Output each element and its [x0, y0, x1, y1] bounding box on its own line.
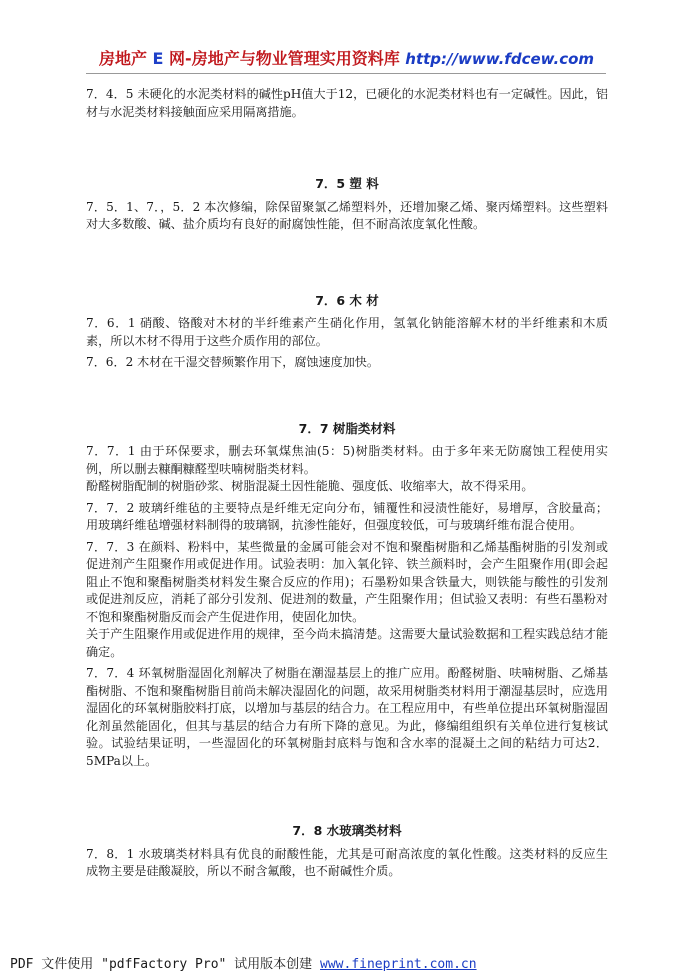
- section-heading: 7．6 木 材: [315, 292, 379, 308]
- brand-title: 网-房地产与物业管理实用资料库: [169, 49, 400, 68]
- brand-e-letter: E: [152, 49, 164, 68]
- section-heading: 7．7 树脂类材料: [298, 420, 396, 436]
- section-heading: 7．5 塑 料: [315, 176, 379, 191]
- section: [86, 175, 608, 234]
- paragraph: 7．6．2 木材在干湿交替频繁作用下，腐蚀速度加快。: [86, 355, 379, 369]
- paragraph: 7．7．2 玻璃纤维毡的主要特点是纤维无定向分布，铺覆性和浸渍性能好，易增厚，含胶量高；用玻璃纤维毡增强材料制得的玻璃钢，抗渗性能好，但强度较低，可与玻璃纤维布混合使用。: [86, 500, 608, 532]
- section-heading: 7．8 水玻璃类材料: [292, 823, 402, 838]
- paragraph: 7．7．4 环氧树脂湿固化剂解决了树脂在潮湿基层上的推广应用。酚醛树脂、呋喃树脂、乙烯基酯树脂、不饱和聚酯树脂目前尚未解决湿固化的问题，故采用树脂类材料用于潮湿基层时，应选用湿固化的环氧树脂胶料打底，以增加与基层的结合力。在工程应用中，有些单位提出环氧树脂湿固化剂虽然能固化，但其与基层的结合力有所下降的意见。为此，修编组组织有关单位进行复核试验。试验结果证明，一些湿固化的环氧树脂封底料与饱和含水率的混凝土之间的粘结力可达2．5MPa以上。: [86, 666, 608, 768]
- paragraph: 7．5．1、7．，5．2 本次修编，除保留聚氯乙烯塑料外，还增加聚乙烯、聚丙烯塑料。这些塑料对大多数酸、碱、盐介质均有良好的耐腐蚀性能，但不耐高浓度氧化性酸。: [86, 199, 608, 231]
- paragraph: 7．7．3 在颜料、粉料中，某些微量的金属可能会对不饱和聚酯树脂和乙烯基酯树脂的引发剂或促进剂产生阻聚作用或促进作用。试验表明：加入氧化锌、铁兰颜料时，会产生阻聚作用(即会起阻止不饱和聚酯树脂类材料发生聚合反应的作用)；石墨粉如果含铁量大，则铁能与酸性的引发剂或促进剂反应，消耗了部分引发剂、促进剂的数量，产生阻聚作用；但试验又表明：有些石墨粉对不饱和聚酯树脂反而会产生促进作用，使固化加快。: [86, 539, 608, 624]
- paragraph: 关于产生阻聚作用或促进作用的规律，至今尚未搞清楚。这需要大量试验数据和工程实践总结才能确定。: [86, 627, 608, 659]
- paragraph: 7．4．5 未硬化的水泥类材料的碱性pH值大于12，已硬化的水泥类材料也有一定碱性。因此，铝材与水泥类材料接触面应采用隔离措施。: [86, 87, 608, 119]
- paragraph: 7．8．1 水玻璃类材料具有优良的耐酸性能，尤其是可耐高浓度的氧化性酸。这类材料的反应生成物主要是硅酸凝胶，所以不耐含氟酸，也不耐碱性介质。: [86, 846, 608, 878]
- header-divider: [86, 73, 606, 74]
- paragraph: 7．6．1 硝酸、铬酸对木材的半纤维素产生硝化作用，氢氧化钠能溶解木材的半纤维素和木质素，所以木材不得用于这些介质作用的部位。: [86, 316, 608, 348]
- section: [86, 86, 608, 121]
- paragraph: 酚醛树脂配制的树脂砂浆、树脂混凝土因性能脆、强度低、收缩率大，故不得采用。: [86, 479, 534, 493]
- pdf-footer: [10, 953, 477, 972]
- footer-text: PDF 文件使用 "pdfFactory Pro" 试用版本创建: [10, 957, 321, 972]
- site-url-link[interactable]: http://www.fdcew.com: [405, 50, 595, 68]
- section: [86, 292, 608, 372]
- section: [86, 822, 608, 881]
- document-body: [86, 86, 608, 885]
- footer-link[interactable]: www.fineprint.com.cn: [320, 957, 477, 972]
- section: [86, 420, 608, 771]
- brand-text: 房地产: [98, 49, 147, 68]
- site-header-banner: [0, 46, 693, 69]
- paragraph: 7．7．1 由于环保要求，删去环氧煤焦油(5：5)树脂类材料。由于多年来无防腐蚀工程使用实例，所以删去糠酮糠醛型呋喃树脂类材料。: [86, 444, 608, 476]
